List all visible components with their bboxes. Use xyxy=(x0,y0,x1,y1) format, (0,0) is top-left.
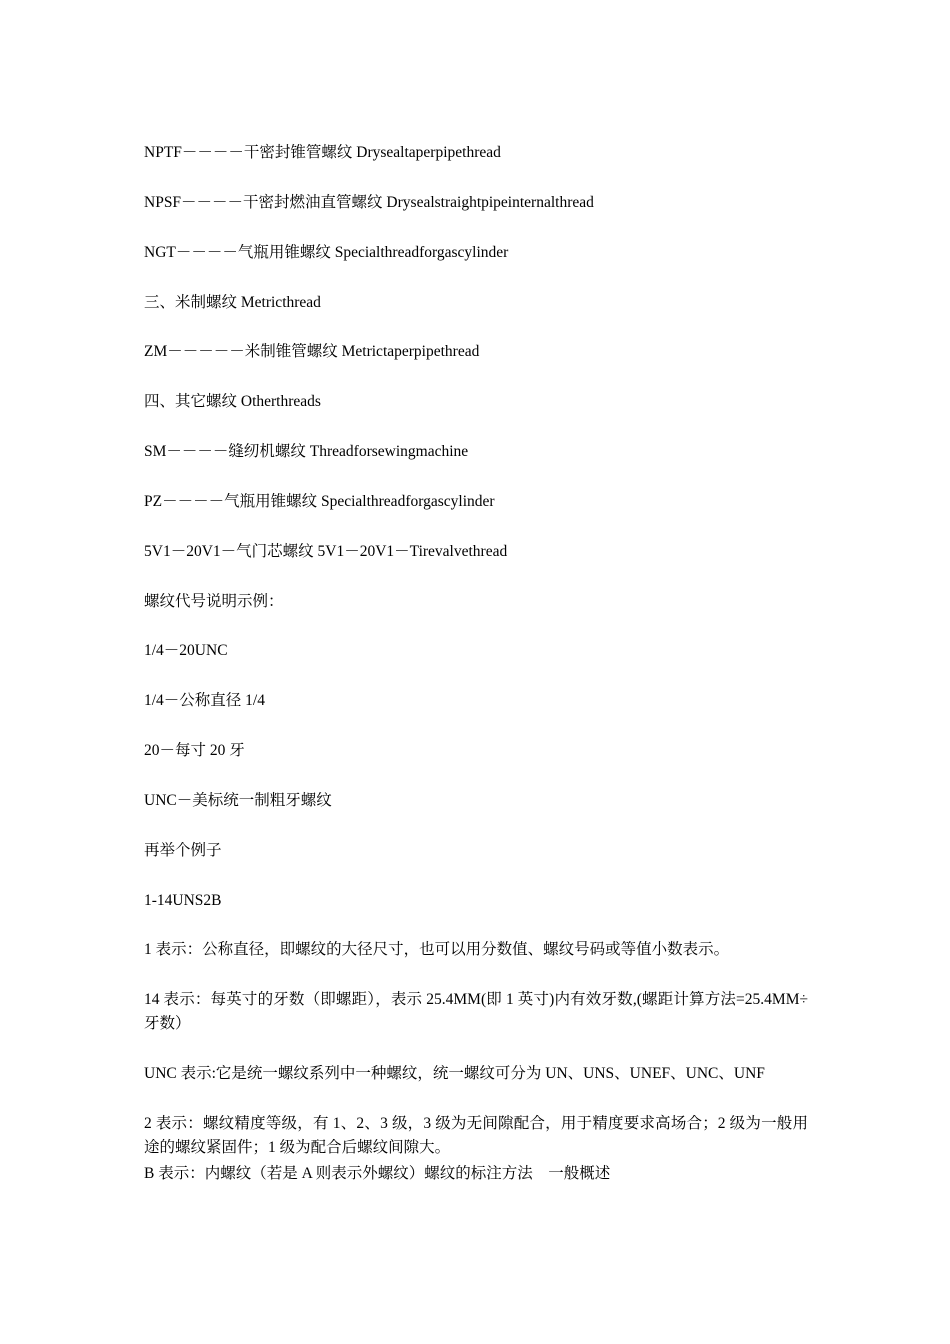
example-code: 1/4－20UNC xyxy=(144,642,228,659)
example2-code: 1-14UNS2B xyxy=(144,892,222,909)
example-unc: UNC－美标统一制粗牙螺纹 xyxy=(144,792,332,809)
text-line-sm: SM－－－－缝纫机螺纹 Threadforsewingmachine xyxy=(144,443,469,460)
another-example-heading: 再举个例子 xyxy=(144,842,222,859)
example-heading: 螺纹代号说明示例： xyxy=(144,593,284,610)
text-line-nptf: NPTF－－－－干密封锥管螺纹 Drysealtaperpipethread xyxy=(144,144,501,161)
explain-2: 2 表示：螺纹精度等级，有 1、2、3 级，3 级为无间隙配合，用于精度要求高场合；2 级为一般用途的螺纹紧固件；1 级为配合后螺纹间隙大。 xyxy=(144,1115,808,1156)
text-line-npsf: NPSF－－－－干密封燃油直管螺纹 Drysealstraightpipeinternalthread xyxy=(144,194,594,211)
example-threads-per-inch: 20－每寸 20 牙 xyxy=(144,742,245,759)
example-nominal-diameter: 1/4－公称直径 1/4 xyxy=(144,692,265,709)
explain-14: 14 表示：每英寸的牙数（即螺距），表示 25.4MM(即 1 英寸)内有效牙数,(螺距计算方法=25.4MM÷牙数） xyxy=(144,991,808,1032)
explain-1: 1 表示：公称直径，即螺纹的大径尺寸，也可以用分数值、螺纹号码或等值小数表示。 xyxy=(144,941,730,958)
explain-b: B 表示：内螺纹（若是 A 则表示外螺纹）螺纹的标注方法 一般概述 xyxy=(144,1165,611,1182)
section-heading-other: 四、其它螺纹 Otherthreads xyxy=(144,393,321,410)
section-heading-metric: 三、米制螺纹 Metricthread xyxy=(144,294,321,311)
text-line-ngt: NGT－－－－气瓶用锥螺纹 Specialthreadforgascylinder xyxy=(144,244,509,261)
explain-unc: UNC 表示:它是统一螺纹系列中一种螺纹，统一螺纹可分为 UN、UNS、UNEF、UNC、UNF xyxy=(144,1065,765,1082)
text-line-pz: PZ－－－－气瓶用锥螺纹 Specialthreadforgascylinder xyxy=(144,493,495,510)
text-line-5v1: 5V1－20V1－气门芯螺纹 5V1－20V1－Tirevalvethread xyxy=(144,543,508,560)
text-line-zm: ZM－－－－－米制锥管螺纹 Metrictaperpipethread xyxy=(144,343,480,360)
